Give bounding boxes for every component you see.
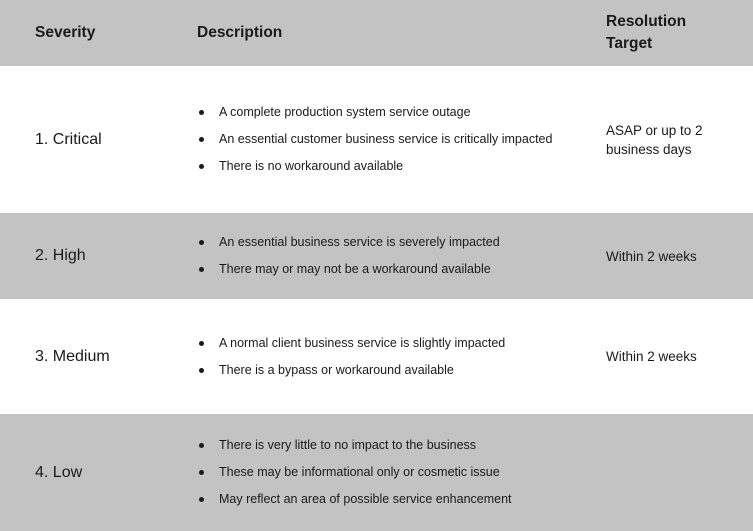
- bullet-text: These may be informational only or cosmetic issue: [219, 465, 500, 479]
- header-resolution-target: [606, 11, 746, 55]
- bullet-icon: [199, 240, 204, 245]
- bullet-text: An essential business service is severely impacted: [219, 235, 500, 249]
- bullet-item: [197, 330, 505, 357]
- bullet-icon: [199, 368, 204, 373]
- bullet-list: [197, 432, 512, 513]
- bullet-list: [197, 99, 552, 180]
- bullet-icon: [199, 164, 204, 169]
- resolution-cell: [606, 347, 746, 366]
- bullet-text: There may or may not be a workaround available: [219, 262, 491, 276]
- bullet-list: [197, 229, 500, 283]
- description-cell: [197, 99, 552, 180]
- bullet-text: May reflect an area of possible service enhancement: [219, 492, 512, 506]
- bullet-item: [197, 486, 512, 513]
- bullet-item: [197, 99, 552, 126]
- header-severity: Severity: [35, 24, 96, 41]
- table-row-low: [0, 414, 753, 531]
- description-cell: [197, 330, 505, 384]
- description-cell: [197, 229, 500, 283]
- bullet-text: There is a bypass or workaround available: [219, 362, 454, 377]
- header-resolution-line2: Target: [606, 35, 653, 52]
- bullet-icon: [199, 110, 204, 115]
- table-header-row: [0, 0, 753, 66]
- bullet-text: There is no workaround available: [219, 159, 404, 173]
- table-row-high: [0, 213, 753, 299]
- bullet-item: [197, 459, 512, 486]
- bullet-item: [197, 229, 500, 256]
- table-row-medium: [0, 299, 753, 414]
- bullet-icon: [199, 341, 204, 346]
- description-cell: [197, 432, 512, 513]
- resolution-line1: ASAP or up to 2: [606, 122, 703, 138]
- resolution-cell: [606, 247, 746, 266]
- severity-cell: 4. Low: [35, 463, 83, 481]
- bullet-list: [197, 330, 505, 384]
- bullet-text: A normal client business service is slightly impacted: [219, 335, 506, 350]
- bullet-item: [197, 432, 512, 459]
- bullet-icon: [199, 137, 204, 142]
- resolution-line2: business days: [606, 141, 692, 157]
- bullet-item: [197, 256, 500, 283]
- table-row-critical: [0, 66, 753, 213]
- header-description: Description: [197, 24, 283, 41]
- bullet-item: [197, 357, 505, 384]
- resolution-cell: [606, 121, 746, 159]
- severity-cell: 3. Medium: [35, 347, 110, 365]
- bullet-text: A complete production system service outage: [219, 105, 471, 119]
- bullet-icon: [199, 497, 204, 502]
- bullet-icon: [199, 443, 204, 448]
- severity-cell: 2. High: [35, 247, 86, 264]
- bullet-text: There is very little to no impact to the business: [219, 438, 477, 452]
- bullet-text: An essential customer business service is critically impacted: [219, 132, 553, 146]
- bullet-icon: [199, 267, 204, 272]
- bullet-item: [197, 126, 552, 153]
- resolution-line1: Within 2 weeks: [606, 349, 697, 364]
- severity-cell: 1. Critical: [35, 130, 102, 148]
- bullet-icon: [199, 470, 204, 475]
- bullet-item: [197, 153, 552, 180]
- header-resolution-line1: Resolution: [606, 13, 687, 30]
- resolution-line1: Within 2 weeks: [606, 248, 697, 264]
